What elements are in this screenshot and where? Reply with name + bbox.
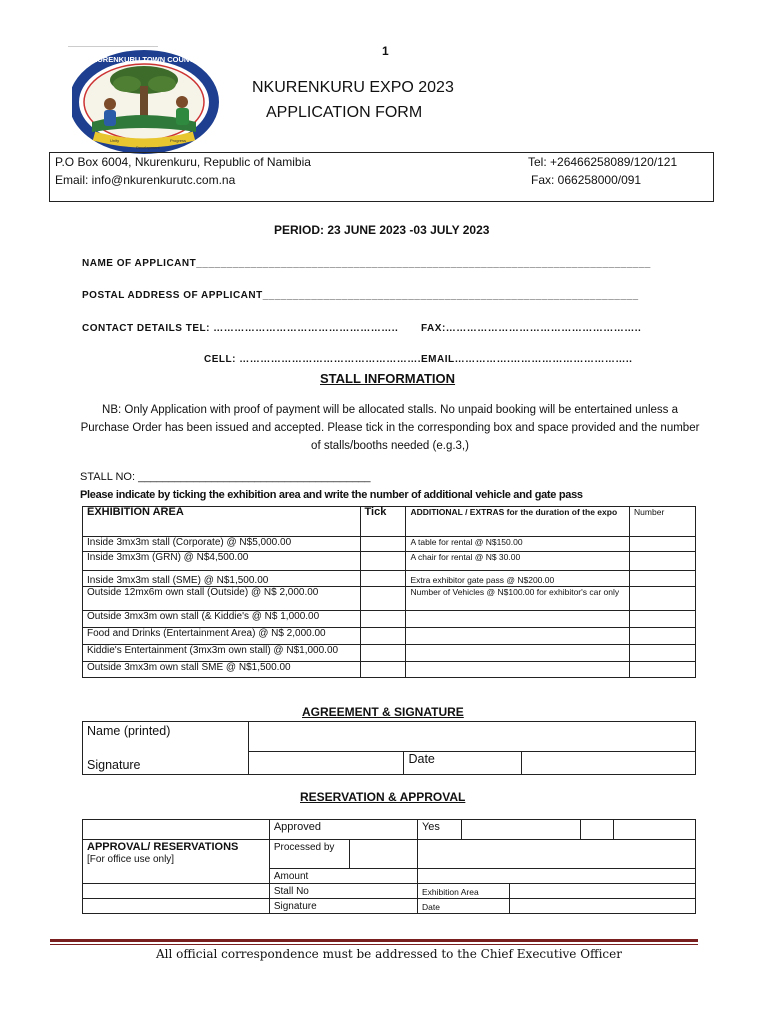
yes-field[interactable] — [462, 820, 580, 840]
instructions: Please indicate by ticking the exhibition area and write the number of additional vehicle and gate pass — [80, 489, 583, 501]
exhibition-table — [82, 506, 696, 678]
contact-cell-field[interactable]: CELL: …………………………………………….. — [204, 354, 425, 365]
number-box[interactable] — [630, 587, 696, 611]
tick-box[interactable] — [360, 662, 406, 678]
tick-box[interactable] — [360, 628, 406, 645]
table-row — [83, 628, 696, 645]
contact-email-field[interactable]: EMAIL…………….…………………………….. — [421, 354, 633, 365]
tick-box[interactable] — [360, 571, 406, 587]
table-row — [83, 537, 696, 552]
stall-no-field[interactable]: STALL NO: ______________________________________ — [80, 471, 371, 483]
form-title: NKURENKURU EXPO 2023 — [252, 79, 454, 96]
contact-box — [49, 152, 714, 202]
form-subtitle: APPLICATION FORM — [266, 104, 423, 121]
approved-label: Approved — [269, 820, 417, 840]
exhibition-area-field[interactable] — [509, 884, 695, 899]
extra-cell: Number of Vehicles @ N$100.00 for exhibitor's car only — [406, 587, 630, 611]
extra-cell — [406, 645, 630, 662]
top-rule — [68, 46, 158, 47]
telephone: Tel: +26466258089/120/121 — [528, 155, 678, 169]
table-row — [83, 662, 696, 678]
logo-ring-text: NKURENKURU TOWN COUNCIL — [86, 55, 202, 64]
extra-cell: A chair for rental @ N$ 30.00 — [406, 552, 630, 571]
exhibition-area-cell: Kiddie's Entertainment (3mx3m own stall) @ N$1,000.00 — [83, 645, 361, 662]
table-row — [83, 552, 696, 571]
header-exhibition-area: EXHIBITION AREA — [83, 507, 361, 537]
number-box[interactable] — [630, 645, 696, 662]
header-extras: ADDITIONAL / EXTRAS for the duration of the expo — [406, 507, 630, 537]
exhibition-area-cell: Outside 12mx6m own stall (Outside) @ N$ 2,000.00 — [83, 587, 361, 611]
footer-rule — [50, 939, 698, 942]
exhibition-area-cell: Inside 3mx3m stall (Corporate) @ N$5,000.00 — [83, 537, 361, 552]
name-printed-field[interactable] — [248, 722, 695, 752]
yes-label: Yes — [417, 820, 461, 840]
postal-address: P.O Box 6004, Nkurenkuru, Republic of Namibia — [55, 155, 311, 169]
signature-label: Signature — [87, 758, 141, 772]
number-box[interactable] — [630, 611, 696, 628]
exhibition-area-label: Exhibition Area — [417, 884, 509, 899]
town-council-logo — [72, 50, 228, 154]
extra-cell — [406, 662, 630, 678]
stall-no-label: Stall No — [269, 884, 417, 899]
tick-box[interactable] — [360, 645, 406, 662]
tick-box[interactable] — [360, 587, 406, 611]
extra-cell: A table for rental @ N$150.00 — [406, 537, 630, 552]
number-box[interactable] — [630, 628, 696, 645]
table-row — [83, 611, 696, 628]
email-address: Email: info@nkurenkurutc.com.na — [55, 173, 236, 187]
tick-box[interactable] — [360, 552, 406, 571]
amount-field[interactable] — [417, 869, 695, 884]
contact-tel-field[interactable]: CONTACT DETAILS TEL: …………………………………………….. — [82, 323, 399, 334]
logo-motto-unity: Unity — [110, 138, 120, 143]
office-use-label: [For office use only] — [87, 854, 175, 865]
logo-motto-progress: Progress — [170, 138, 187, 143]
header-tick: Tick — [360, 507, 406, 537]
applicant-name-field[interactable]: NAME OF APPLICANT___________________________________________________________________________ — [82, 258, 651, 269]
exhibition-area-cell: Inside 3mx3m (GRN) @ N$4,500.00 — [83, 552, 361, 571]
approval-box[interactable] — [580, 820, 613, 840]
date-field[interactable] — [522, 751, 696, 774]
processed-by-field[interactable] — [349, 840, 417, 869]
table-row — [83, 571, 696, 587]
signature-label: Signature — [269, 899, 417, 914]
agreement-table — [82, 721, 696, 775]
extra-cell: Extra exhibitor gate pass @ N$200.00 — [406, 571, 630, 587]
number-box[interactable] — [630, 662, 696, 678]
nb-notice: NB: Only Application with proof of payment will be allocated stalls. No unpaid booking will be entertained unless a Purchase Order has been issued and accepted. Please tick in the corresponding box and space provided and the number of stalls/booths needed (e.g.3,) — [80, 404, 700, 452]
table-row — [83, 587, 696, 611]
exhibition-area-cell: Outside 3mx3m own stall (& Kiddie's @ N$ 1,000.00 — [83, 611, 361, 628]
exhibition-area-cell: Food and Drinks (Entertainment Area) @ N$ 2,000.00 — [83, 628, 361, 645]
tick-box[interactable] — [360, 611, 406, 628]
amount-label: Amount — [269, 869, 417, 884]
name-printed-label: Name (printed) — [87, 724, 171, 738]
reservation-title: RESERVATION & APPROVAL — [300, 790, 466, 804]
number-box[interactable] — [630, 571, 696, 587]
exhibition-area-cell: Inside 3mx3m stall (SME) @ N$1,500.00 — [83, 571, 361, 587]
header-number: Number — [630, 507, 696, 537]
extra-cell — [406, 628, 630, 645]
logo-motto-development: Development — [136, 145, 160, 150]
postal-address-field[interactable]: POSTAL ADDRESS OF APPLICANT______________________________________________________________ — [82, 290, 639, 301]
approval-reservations-label: APPROVAL/ RESERVATIONS — [87, 841, 239, 853]
fax: Fax: 066258000/091 — [531, 173, 642, 187]
footer-rule-thin — [50, 944, 698, 945]
table-row — [83, 645, 696, 662]
date-field[interactable] — [509, 899, 695, 914]
number-box[interactable] — [630, 552, 696, 571]
number-box[interactable] — [630, 537, 696, 552]
date-label: Date — [404, 751, 522, 774]
extra-cell — [406, 611, 630, 628]
reservation-table — [82, 819, 696, 914]
tick-box[interactable] — [360, 537, 406, 552]
approval-field[interactable] — [613, 820, 695, 840]
footer-note: All official correspondence must be addressed to the Chief Executive Officer — [156, 947, 622, 961]
processed-by-label: Processed by — [269, 840, 349, 869]
contact-fax-field[interactable]: FAX:……………………………………………….. — [421, 323, 642, 334]
period: PERIOD: 23 JUNE 2023 -03 JULY 2023 — [274, 223, 490, 237]
signature-field[interactable] — [248, 751, 404, 774]
page-number: 1 — [382, 44, 389, 58]
processed-by-notes[interactable] — [417, 840, 695, 869]
stall-information-title: STALL INFORMATION — [320, 371, 456, 386]
agreement-title: AGREEMENT & SIGNATURE — [302, 705, 464, 719]
date-label: Date — [417, 899, 509, 914]
exhibition-area-cell: Outside 3mx3m own stall SME @ N$1,500.00 — [83, 662, 361, 678]
